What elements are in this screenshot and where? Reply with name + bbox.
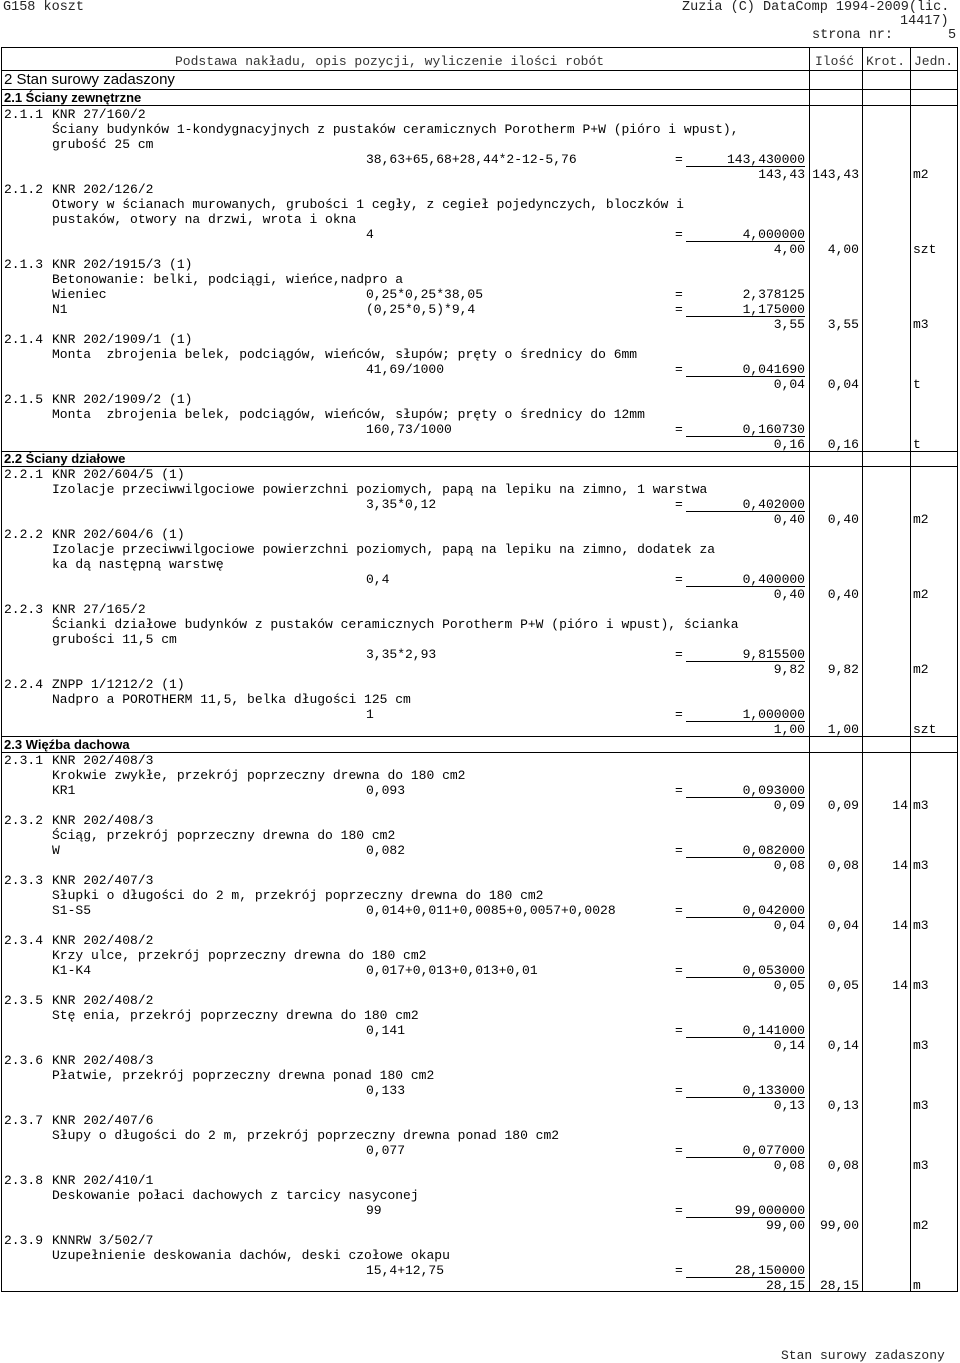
subsection-heading: 2.1 Ściany zewnętrzne	[4, 90, 142, 105]
item-unit: m3	[913, 1038, 929, 1053]
item-description: Izolacje przeciwwilgociowe powierzchni poziomych, papą na lepiku na zimno, dodatek za	[52, 542, 716, 557]
calc-result: 0,141000	[742, 1023, 805, 1038]
item-quantity-total: 0,05	[827, 978, 859, 993]
item-description: Ścianki działowe budynków z pustaków ceramicznych Porotherm P+W (pióro i wpust), ścianka	[52, 617, 739, 632]
document-title: G158 koszt	[3, 0, 85, 15]
item-quantity-total: 0,40	[827, 587, 859, 602]
item-multiplier: 14	[892, 978, 908, 993]
item-number: 2.1.1	[4, 107, 44, 122]
item-unit: m2	[913, 167, 929, 182]
item-code: KNR 202/408/3	[52, 753, 154, 768]
item-quantity: 1,00	[773, 722, 805, 737]
item-quantity-total: 99,00	[819, 1218, 859, 1233]
software-license: 14417)	[900, 14, 949, 29]
calc-label: W	[52, 843, 60, 858]
col-divider	[910, 47, 911, 1292]
item-code: ZNPP 1/1212/2 (1)	[52, 677, 185, 692]
item-quantity: 0,04	[773, 918, 805, 933]
equals-sign: =	[675, 497, 683, 512]
item-quantity-total: 0,08	[827, 1158, 859, 1173]
item-description: pustaków, otwory na drzwi, wrota i okna	[52, 212, 357, 227]
calc-result: 2,378125	[742, 287, 805, 302]
calc-expression: (0,25*0,5)*9,4	[366, 302, 476, 317]
calc-expression: 0,082	[366, 843, 406, 858]
item-unit: m3	[913, 1158, 929, 1173]
calc-expression: 99	[366, 1203, 382, 1218]
calc-expression: 0,4	[366, 572, 390, 587]
item-quantity-total: 0,09	[827, 798, 859, 813]
equals-sign: =	[675, 1263, 683, 1278]
item-quantity-total: 0,04	[827, 918, 859, 933]
calc-expression: 0,133	[366, 1083, 406, 1098]
calc-result: 0,077000	[742, 1143, 805, 1158]
item-multiplier: 14	[892, 798, 908, 813]
item-quantity: 0,08	[773, 858, 805, 873]
item-description: Słupy o długości do 2 m, przekrój poprzeczny drewna ponad 180 cm2	[52, 1128, 560, 1143]
item-description: Krzy ulce, przekrój poprzeczny drewna do 180 cm2	[52, 948, 427, 963]
item-number: 2.3.7	[4, 1113, 44, 1128]
item-description: Ściany budynków 1-kondygnacyjnych z pustaków ceramicznych Porotherm P+W (pióro i wpust),	[52, 122, 739, 137]
item-description: grubość 25 cm	[52, 137, 154, 152]
item-number: 2.2.1	[4, 467, 44, 482]
equals-sign: =	[675, 903, 683, 918]
item-quantity: 143,43	[758, 167, 805, 182]
item-unit: m3	[913, 798, 929, 813]
item-quantity-total: 0,13	[827, 1098, 859, 1113]
calc-result: 0,041690	[742, 362, 805, 377]
item-quantity: 0,08	[773, 1158, 805, 1173]
item-code: KNR 202/410/1	[52, 1173, 154, 1188]
item-multiplier: 14	[892, 858, 908, 873]
item-quantity-total: 0,04	[827, 377, 859, 392]
item-number: 2.1.5	[4, 392, 44, 407]
item-description: Monta zbrojenia belek, podciągów, wieńców, słupów; pręty o średnicy do 12mm	[52, 407, 645, 422]
item-quantity: 0,13	[773, 1098, 805, 1113]
equals-sign: =	[675, 1023, 683, 1038]
item-description: Stę enia, przekrój poprzeczny drewna do 180 cm2	[52, 1008, 419, 1023]
calc-result: 9,815500	[742, 647, 805, 662]
item-unit: m2	[913, 587, 929, 602]
calc-result: 0,042000	[742, 903, 805, 918]
calc-expression: 0,014+0,011+0,0085+0,0057+0,0028	[366, 903, 616, 918]
equals-sign: =	[675, 707, 683, 722]
item-multiplier: 14	[892, 918, 908, 933]
item-description: Płatwie, przekrój poprzeczny drewna ponad 180 cm2	[52, 1068, 435, 1083]
equals-sign: =	[675, 843, 683, 858]
equals-sign: =	[675, 1203, 683, 1218]
calc-result: 1,175000	[742, 302, 805, 317]
page-label: strona nr:	[812, 28, 894, 43]
item-quantity: 0,40	[773, 512, 805, 527]
calc-expression: 3,35*0,12	[366, 497, 437, 512]
section-heading: 2 Stan surowy zadaszony	[4, 71, 175, 88]
item-code: KNNRW 3/502/7	[52, 1233, 154, 1248]
item-number: 2.3.4	[4, 933, 44, 948]
item-quantity: 3,55	[773, 317, 805, 332]
item-quantity: 0,04	[773, 377, 805, 392]
section-divider	[1, 451, 958, 452]
item-code: KNR 202/408/2	[52, 993, 154, 1008]
item-description: Ściąg, przekrój poprzeczny drewna do 180 cm2	[52, 828, 396, 843]
item-quantity: 99,00	[765, 1218, 805, 1233]
col-header-unit: Jedn.	[914, 54, 954, 69]
item-number: 2.2.2	[4, 527, 44, 542]
item-quantity-total: 0,40	[827, 512, 859, 527]
item-quantity-total: 143,43	[812, 167, 859, 182]
calc-result: 0,400000	[742, 572, 805, 587]
page-footer: Stan surowy zadaszony	[781, 1348, 945, 1363]
equals-sign: =	[675, 227, 683, 242]
calc-result: 0,160730	[742, 422, 805, 437]
calc-label: N1	[52, 302, 68, 317]
item-unit: szt	[913, 722, 937, 737]
item-quantity: 0,40	[773, 587, 805, 602]
item-number: 2.3.5	[4, 993, 44, 1008]
equals-sign: =	[675, 287, 683, 302]
item-number: 2.3.3	[4, 873, 44, 888]
calc-result: 4,000000	[742, 227, 805, 242]
calc-label: S1-S5	[52, 903, 92, 918]
calc-expression: 4	[366, 227, 374, 242]
item-code: KNR 202/408/3	[52, 813, 154, 828]
item-quantity: 0,09	[773, 798, 805, 813]
item-description: Otwory w ścianach murowanych, grubości 1 cegły, z cegieł pojedynczych, bloczków i	[52, 197, 684, 212]
item-code: KNR 202/407/6	[52, 1113, 154, 1128]
col-header-krot: Krot.	[866, 54, 906, 69]
col-header-qty: Ilość	[815, 54, 855, 69]
calc-label: K1-K4	[52, 963, 92, 978]
item-quantity: 0,05	[773, 978, 805, 993]
item-unit: m2	[913, 512, 929, 527]
calc-result: 0,133000	[742, 1083, 805, 1098]
calc-expression: 0,093	[366, 783, 406, 798]
item-unit: m3	[913, 918, 929, 933]
item-unit: m	[913, 1278, 921, 1293]
item-code: KNR 27/165/2	[52, 602, 146, 617]
item-number: 2.1.4	[4, 332, 44, 347]
item-number: 2.1.2	[4, 182, 44, 197]
item-quantity-total: 3,55	[827, 317, 859, 332]
item-unit: t	[913, 437, 921, 452]
item-quantity-total: 4,00	[827, 242, 859, 257]
item-code: KNR 202/407/3	[52, 873, 154, 888]
item-description: Uzupełnienie deskowania dachów, deski czołowe okapu	[52, 1248, 450, 1263]
item-description: Nadpro a POROTHERM 11,5, belka długości 125 cm	[52, 692, 411, 707]
item-unit: m3	[913, 317, 929, 332]
item-number: 2.3.1	[4, 753, 44, 768]
calc-expression: 0,25*0,25*38,05	[366, 287, 484, 302]
col-header-desc: Podstawa nakładu, opis pozycji, wyliczenie ilości robót	[175, 54, 605, 69]
item-number: 2.2.4	[4, 677, 44, 692]
calc-result: 99,000000	[734, 1203, 805, 1218]
calc-expression: 0,141	[366, 1023, 406, 1038]
item-code: KNR 202/1909/1 (1)	[52, 332, 193, 347]
item-description: Słupki o długości do 2 m, przekrój poprzeczny drewna do 180 cm2	[52, 888, 544, 903]
equals-sign: =	[675, 1143, 683, 1158]
calc-label: KR1	[52, 783, 76, 798]
calc-result: 0,053000	[742, 963, 805, 978]
col-divider	[862, 47, 863, 1292]
software-credit: Zuzia (C) DataComp 1994-2009(lic.	[682, 0, 950, 15]
item-unit: t	[913, 377, 921, 392]
page-number: 5	[948, 28, 957, 43]
subsection-heading: 2.3 Więźba dachowa	[4, 737, 130, 752]
item-description: Izolacje przeciwwilgociowe powierzchni poziomych, papą na lepiku na zimno, 1 warstwa	[52, 482, 708, 497]
calc-result: 0,402000	[742, 497, 805, 512]
calc-expression: 41,69/1000	[366, 362, 445, 377]
section-divider	[1, 89, 958, 90]
item-quantity: 4,00	[773, 242, 805, 257]
item-quantity-total: 0,08	[827, 858, 859, 873]
item-description: Krokwie zwykłe, przekrój poprzeczny drewna do 180 cm2	[52, 768, 466, 783]
equals-sign: =	[675, 302, 683, 317]
item-quantity-total: 1,00	[827, 722, 859, 737]
item-quantity-total: 0,14	[827, 1038, 859, 1053]
calc-result: 1,000000	[742, 707, 805, 722]
calc-result: 143,430000	[726, 152, 805, 167]
section-divider	[1, 736, 958, 737]
equals-sign: =	[675, 1083, 683, 1098]
item-unit: m2	[913, 1218, 929, 1233]
section-divider	[1, 105, 958, 106]
calc-result: 0,082000	[742, 843, 805, 858]
item-unit: m3	[913, 978, 929, 993]
item-quantity: 9,82	[773, 662, 805, 677]
item-quantity: 0,16	[773, 437, 805, 452]
item-code: KNR 202/1915/3 (1)	[52, 257, 193, 272]
equals-sign: =	[675, 647, 683, 662]
item-description: Betonowanie: belki, podciągi, wieńce,nadpro a	[52, 272, 404, 287]
item-number: 2.3.8	[4, 1173, 44, 1188]
calc-expression: 0,017+0,013+0,013+0,01	[366, 963, 538, 978]
item-number: 2.1.3	[4, 257, 44, 272]
item-description: grubości 11,5 cm	[52, 632, 177, 647]
calc-expression: 0,077	[366, 1143, 406, 1158]
calc-expression: 15,4+12,75	[366, 1263, 445, 1278]
equals-sign: =	[675, 362, 683, 377]
equals-sign: =	[675, 152, 683, 167]
item-unit: m3	[913, 1098, 929, 1113]
item-description: ka dą następną warstwę	[52, 557, 224, 572]
item-code: KNR 27/160/2	[52, 107, 146, 122]
item-code: KNR 202/604/6 (1)	[52, 527, 185, 542]
item-quantity-total: 0,16	[827, 437, 859, 452]
equals-sign: =	[675, 422, 683, 437]
subsection-heading: 2.2 Ściany działowe	[4, 451, 126, 466]
item-unit: szt	[913, 242, 937, 257]
item-unit: m3	[913, 858, 929, 873]
item-description: Deskowanie połaci dachowych z tarcicy nasyconej	[52, 1188, 419, 1203]
item-number: 2.3.2	[4, 813, 44, 828]
calc-expression: 160,73/1000	[366, 422, 452, 437]
item-unit: m2	[913, 662, 929, 677]
equals-sign: =	[675, 783, 683, 798]
item-code: KNR 202/408/3	[52, 1053, 154, 1068]
item-code: KNR 202/1909/2 (1)	[52, 392, 193, 407]
item-number: 2.3.9	[4, 1233, 44, 1248]
calc-result: 28,150000	[734, 1263, 805, 1278]
item-quantity: 0,14	[773, 1038, 805, 1053]
calc-label: Wieniec	[52, 287, 107, 302]
item-quantity: 28,15	[765, 1278, 805, 1293]
item-number: 2.3.6	[4, 1053, 44, 1068]
item-quantity-total: 28,15	[819, 1278, 859, 1293]
calc-expression: 1	[366, 707, 374, 722]
item-code: KNR 202/604/5 (1)	[52, 467, 185, 482]
equals-sign: =	[675, 963, 683, 978]
calc-expression: 3,35*2,93	[366, 647, 437, 662]
item-quantity-total: 9,82	[827, 662, 859, 677]
item-code: KNR 202/408/2	[52, 933, 154, 948]
item-code: KNR 202/126/2	[52, 182, 154, 197]
item-description: Monta zbrojenia belek, podciągów, wieńców, słupów; pręty o średnicy do 6mm	[52, 347, 638, 362]
calc-expression: 38,63+65,68+28,44*2-12-5,76	[366, 152, 577, 167]
item-number: 2.2.3	[4, 602, 44, 617]
equals-sign: =	[675, 572, 683, 587]
calc-result: 0,093000	[742, 783, 805, 798]
